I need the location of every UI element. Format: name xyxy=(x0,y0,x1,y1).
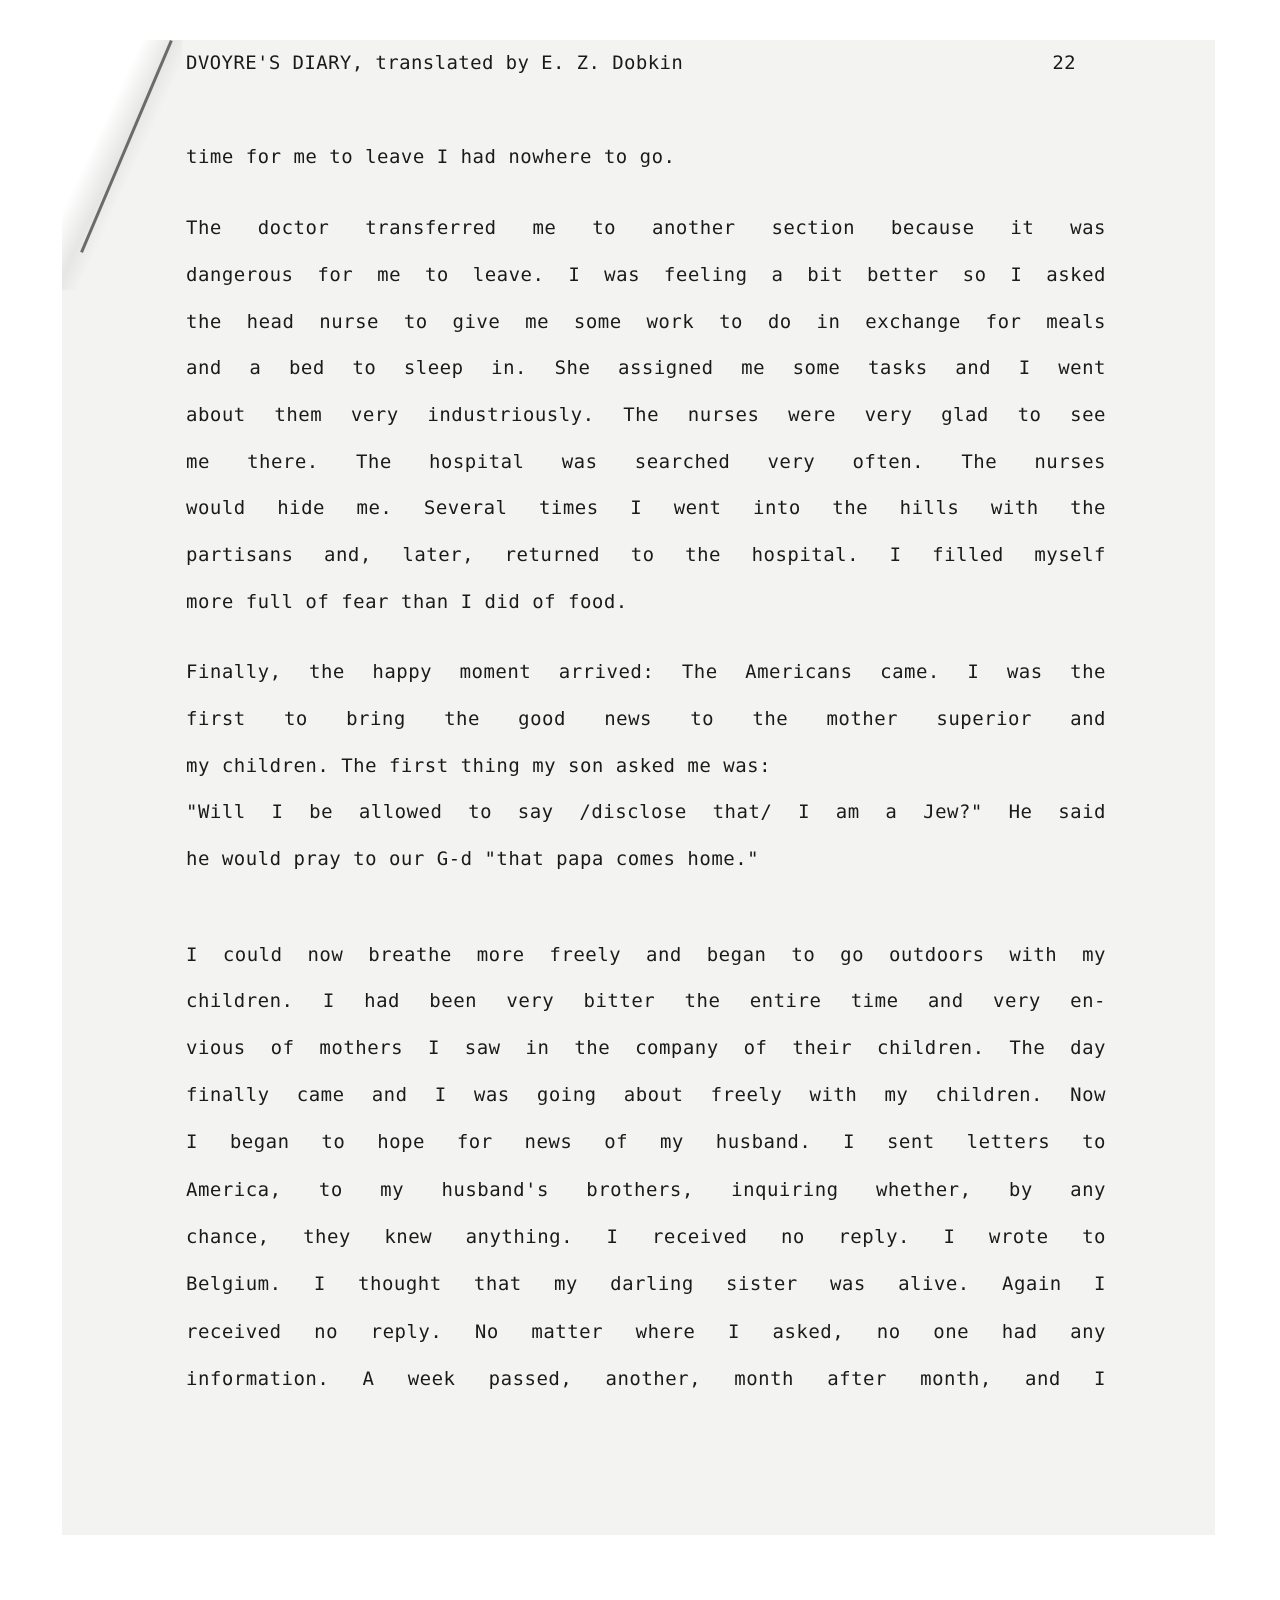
body-line: Finally, the happy moment arrived: The Americans came. I was the xyxy=(186,661,1106,683)
body-line: time for me to leave I had nowhere to go. xyxy=(186,146,676,168)
body-line: the head nurse to give me some work to do in exchange for meals xyxy=(186,311,1106,333)
body-line: Belgium. I thought that my darling sister was alive. Again I xyxy=(186,1273,1106,1295)
body-line: received no reply. No matter where I asked, no one had any xyxy=(186,1321,1106,1343)
body-line: me there. The hospital was searched very often. The nurses xyxy=(186,451,1106,473)
body-line: first to bring the good news to the mother superior and xyxy=(186,708,1106,730)
body-line: America, to my husband's brothers, inquiring whether, by any xyxy=(186,1179,1106,1201)
body-line: he would pray to our G-d "that papa comes home." xyxy=(186,848,760,870)
body-line: "Will I be allowed to say /disclose that/ I am a Jew?" He said xyxy=(186,801,1106,823)
body-line: more full of fear than I did of food. xyxy=(186,591,628,613)
body-line: and a bed to sleep in. She assigned me some tasks and I went xyxy=(186,357,1106,379)
body-line: my children. The first thing my son asked me was: xyxy=(186,755,772,777)
body-line: children. I had been very bitter the entire time and very en- xyxy=(186,990,1106,1012)
body-line: information. A week passed, another, month after month, and I xyxy=(186,1368,1106,1390)
body-line: I began to hope for news of my husband. I sent letters to xyxy=(186,1131,1106,1153)
body-line: would hide me. Several times I went into the hills with the xyxy=(186,497,1106,519)
page-number: 22 xyxy=(1052,52,1076,74)
body-line: about them very industriously. The nurses were very glad to see xyxy=(186,404,1106,426)
header-title: DVOYRE'S DIARY, translated by E. Z. Dobkin xyxy=(186,52,684,74)
body-line: finally came and I was going about freely with my children. Now xyxy=(186,1084,1106,1106)
body-line: vious of mothers I saw in the company of their children. The day xyxy=(186,1037,1106,1059)
body-line: The doctor transferred me to another section because it was xyxy=(186,217,1106,239)
page-fold-shadow xyxy=(62,40,182,290)
body-line: partisans and, later, returned to the hospital. I filled myself xyxy=(186,544,1106,566)
body-line: I could now breathe more freely and began to go outdoors with my xyxy=(186,944,1106,966)
body-line: dangerous for me to leave. I was feeling a bit better so I asked xyxy=(186,264,1106,286)
body-line: chance, they knew anything. I received no reply. I wrote to xyxy=(186,1226,1106,1248)
